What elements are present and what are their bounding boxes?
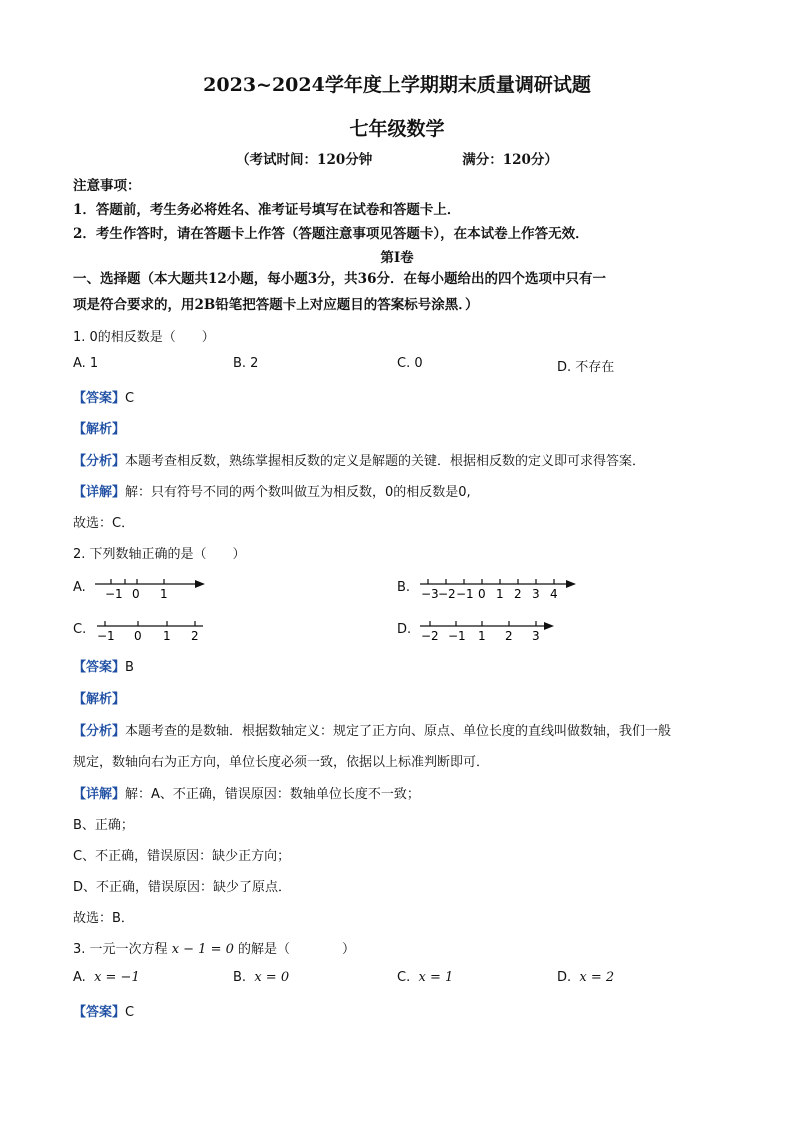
q2-analysis-line-2: 规定，数轴向右为正方向，单位长度必须一致，依据以上标准判断即可． xyxy=(73,755,490,770)
answer-label: 【答案】 xyxy=(73,1005,126,1020)
axis-d-label: 3 xyxy=(532,629,540,642)
q1-option-c: C. 0 xyxy=(397,356,423,371)
axis-c-label: 1 xyxy=(163,629,171,642)
axis-b-label: 3 xyxy=(532,587,540,600)
section-instructions-line-1: 一、选择题（本大题共12小题，每小题3分，共36分．在每小题给出的四个选项中只有一 xyxy=(73,271,606,287)
detail-label: 【详解】 xyxy=(73,485,126,500)
full-score: 满分：120分） xyxy=(462,152,558,168)
q2-answer xyxy=(73,656,134,675)
q3-option-d-value: x = 2 xyxy=(579,970,615,985)
q2-axis-a xyxy=(93,574,207,600)
q1-analysis-text: 本题考查相反数，熟练掌握相反数的定义是解题的关键．根据相反数的定义即可求得答案． xyxy=(125,454,646,469)
q2-answer-value: B xyxy=(125,660,134,675)
q2-stem: 2. 下列数轴正确的是（ ） xyxy=(73,547,246,562)
axis-b-label: 4 xyxy=(550,587,558,600)
detail-label: 【详解】 xyxy=(73,787,126,802)
q3-stem-suffix: 的解是（ ） xyxy=(238,942,356,957)
q2-detail-d: D、不正确，错误原因：缺少了原点． xyxy=(73,880,292,895)
q3-option-c-value: x = 1 xyxy=(418,970,454,985)
q2-option-d-letter: D. xyxy=(397,622,412,637)
analysis-heading-label: 【解析】 xyxy=(73,692,126,707)
q1-option-d: D. 不存在 xyxy=(557,360,615,375)
q2-option-b-letter: B. xyxy=(397,580,411,595)
axis-a-label: 1 xyxy=(160,587,168,600)
q3-stem xyxy=(73,938,355,957)
axis-c-label: 2 xyxy=(191,629,199,642)
volume-heading: 第Ⅰ卷 xyxy=(380,250,414,266)
q2-analysis-line-1 xyxy=(73,720,671,739)
axis-d-label: −1 xyxy=(448,629,466,642)
axis-a-label: −1 xyxy=(105,587,123,600)
answer-label: 【答案】 xyxy=(73,391,126,406)
exam-subtitle: 七年级数学 xyxy=(349,118,445,140)
q2-detail-c: C、不正确，错误原因：缺少正方向； xyxy=(73,849,291,864)
axis-b-label: −1 xyxy=(456,587,474,600)
exam-time: （考试时间：120分钟 xyxy=(236,152,373,168)
axis-d-label: −2 xyxy=(421,629,439,642)
q3-option-b-letter: B. xyxy=(233,970,247,985)
q3-answer-value: C xyxy=(125,1005,135,1020)
q2-analysis-heading xyxy=(73,688,125,707)
analysis-label: 【分析】 xyxy=(73,454,126,469)
q2-option-a-letter: A. xyxy=(73,580,86,595)
exam-title: 2023~2024学年度上学期期末质量调研试题 xyxy=(203,74,591,96)
q1-analysis xyxy=(73,450,645,469)
analysis-heading-label: 【解析】 xyxy=(73,422,126,437)
section-instructions xyxy=(73,266,723,318)
q1-detail-text: 解：只有符号不同的两个数叫做互为相反数，0的相反数是0, xyxy=(125,485,471,500)
axis-b-label: 2 xyxy=(514,587,522,600)
axis-d-label: 1 xyxy=(478,629,486,642)
axis-b-label: −3 xyxy=(421,587,439,600)
axis-b-label: −2 xyxy=(438,587,456,600)
q3-option-d-letter: D. xyxy=(557,970,572,985)
q1-answer-value: C xyxy=(125,391,135,406)
q3-option-a-value: x = −1 xyxy=(94,970,140,985)
notice-item-2: 2．考生作答时，请在答题卡上作答（答题注意事项见答题卡），在本试卷上作答无效． xyxy=(73,226,589,242)
q1-detail xyxy=(73,481,471,500)
q2-axis-b xyxy=(418,574,578,600)
q1-stem: 1. 0的相反数是（ ） xyxy=(73,330,215,345)
q3-option-a-letter: A. xyxy=(73,970,86,985)
q2-option-c-letter: C. xyxy=(73,622,87,637)
q2-analysis-text-1: 本题考查的是数轴．根据数轴定义：规定了正方向、原点、单位长度的直线叫做数轴，我们一般 xyxy=(125,724,672,739)
q2-axis-d xyxy=(418,616,558,642)
q3-option-b xyxy=(233,970,289,985)
q2-conclusion: 故选：B． xyxy=(73,911,134,926)
q3-equation: x − 1 = 0 xyxy=(171,942,234,957)
q3-option-d xyxy=(557,970,614,985)
q1-option-a: A. 1 xyxy=(73,356,99,371)
q1-option-b: B. 2 xyxy=(233,356,259,371)
axis-a-label: 0 xyxy=(132,587,140,600)
q2-axis-c xyxy=(95,616,207,642)
q2-detail xyxy=(73,783,420,802)
axis-c-label: −1 xyxy=(97,629,115,642)
q3-option-c xyxy=(397,970,453,985)
q3-option-b-value: x = 0 xyxy=(254,970,290,985)
section-instructions-line-2: 项是符合要求的，用2B铅笔把答题卡上对应题目的答案标号涂黑．） xyxy=(73,297,479,313)
notice-item-1: 1．答题前，考生务必将姓名、准考证号填写在试卷和答题卡上． xyxy=(73,202,461,218)
q1-answer xyxy=(73,387,134,406)
axis-b-label: 1 xyxy=(496,587,504,600)
exam-info xyxy=(0,148,794,168)
q2-detail-text: 解：A、不正确，错误原因：数轴单位长度不一致； xyxy=(125,787,420,802)
q3-answer xyxy=(73,1001,134,1020)
q1-conclusion: 故选：C． xyxy=(73,516,135,531)
answer-label: 【答案】 xyxy=(73,660,126,675)
q3-stem-prefix: 3. 一元一次方程 xyxy=(73,942,168,957)
notice-heading: 注意事项： xyxy=(73,178,141,194)
q3-option-c-letter: C. xyxy=(397,970,411,985)
q2-detail-b: B、正确； xyxy=(73,818,134,833)
axis-b-label: 0 xyxy=(478,587,486,600)
axis-c-label: 0 xyxy=(134,629,142,642)
axis-d-label: 2 xyxy=(505,629,513,642)
q1-analysis-heading xyxy=(73,418,125,437)
q3-option-a xyxy=(73,970,140,985)
analysis-label: 【分析】 xyxy=(73,724,126,739)
